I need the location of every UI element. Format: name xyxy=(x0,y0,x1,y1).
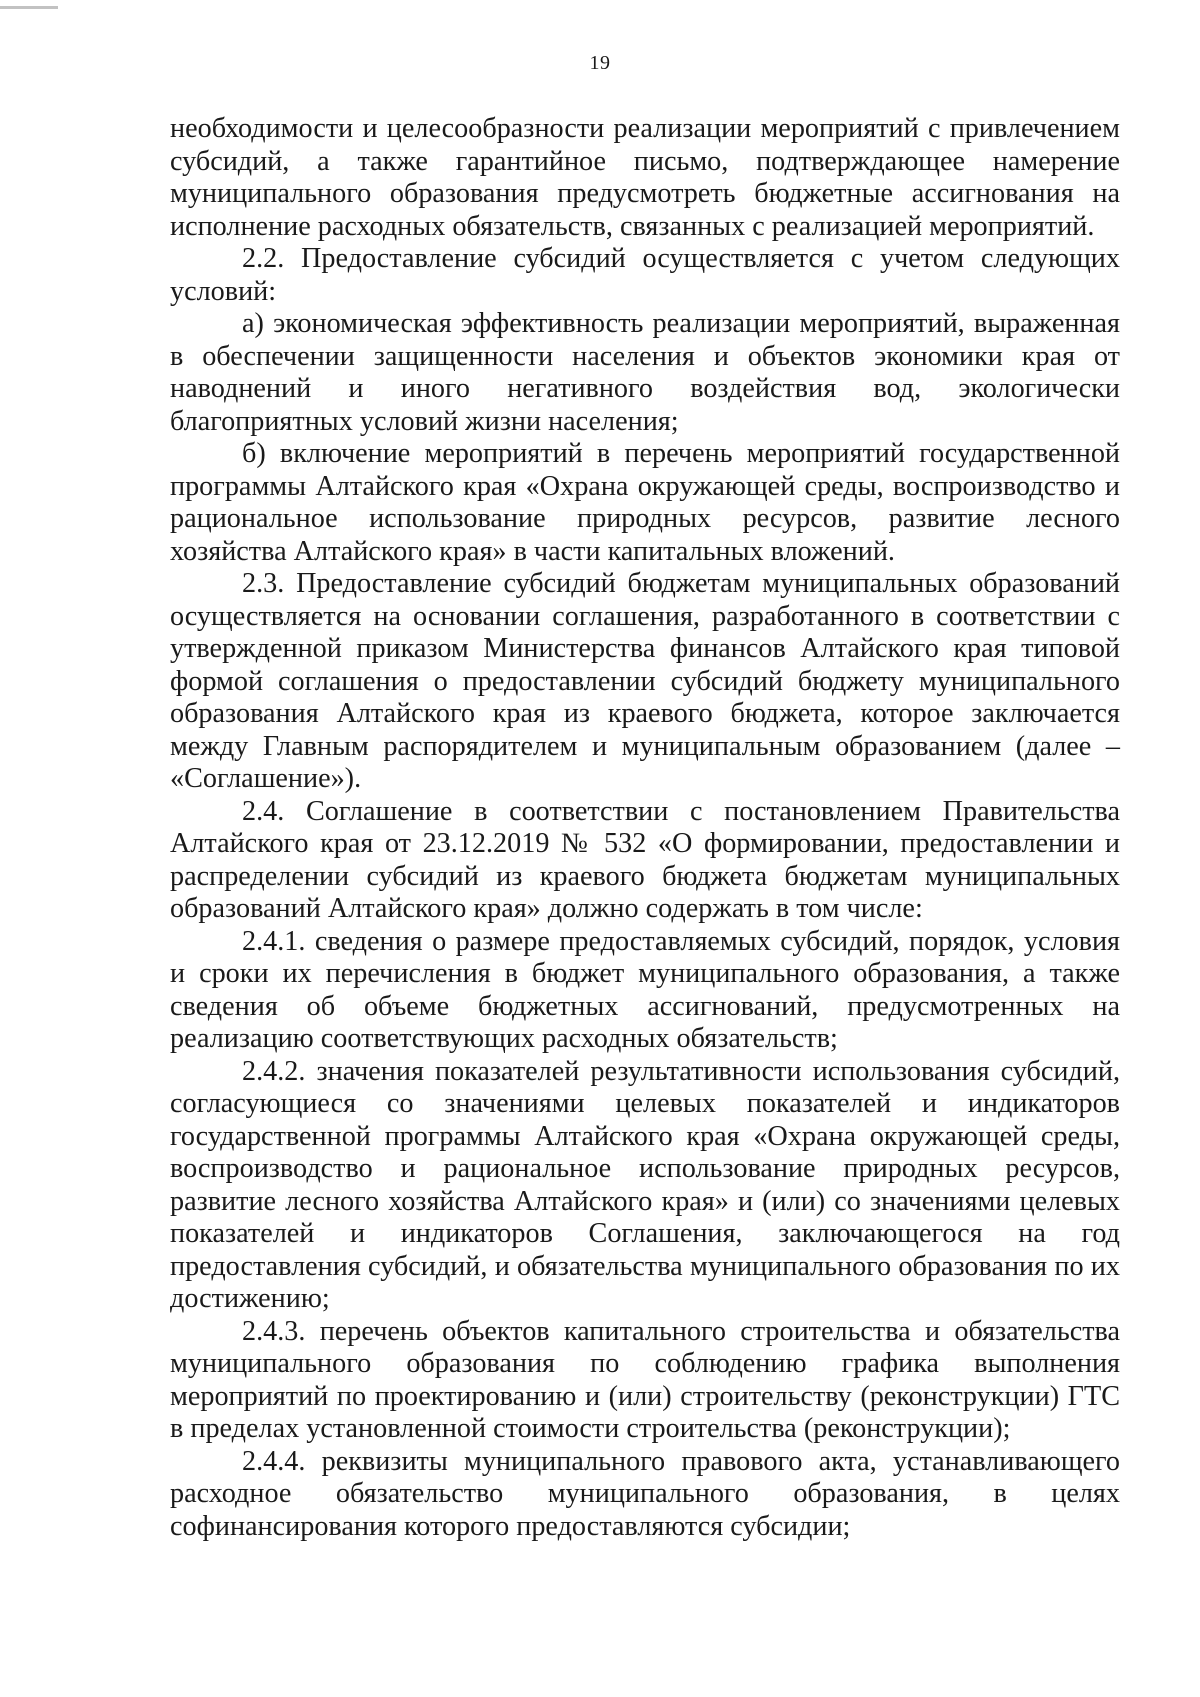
paragraph-2-4-1: 2.4.1. сведения о размере предоставляемых субсидий, порядок, условия и сроки их перечисления в бюджет муниципального образования, а также сведения об объеме бюджетных ассигнований, предусмотренных на реализацию соответствующих расходных обязательств; xyxy=(170,925,1120,1054)
paragraph-2-2: 2.2. Предоставление субсидий осуществляется с учетом следующих условий: xyxy=(170,243,1120,307)
paragraph-2-3: 2.3. Предоставление субсидий бюджетам муниципальных образований осуществляется на основании соглашения, разработанного в соответствии с утвержденной приказом Министерства финансов Алтайского края типовой формой соглашения о предоставлении субсидий бюджету муниципального образования Алтайского края из краевого бюджета, которое заключается между Главным распорядителем и муниципальным образованием (далее – «Соглашение»). xyxy=(170,568,1120,794)
scan-artifact-mark xyxy=(0,6,58,9)
paragraph-2-4-2: 2.4.2. значения показателей результативности использования субсидий, согласующиеся со значениями целевых показателей и индикаторов государственной программы Алтайского края «Охрана окружающей среды, воспроизводство и рациональное использование природных ресурсов, развитие лесного хозяйства Алтайского края» и (или) со значениями целевых показателей и индикаторов Соглашения, заключающегося на год предоставления субсидий, и обязательства муниципального образования по их достижению; xyxy=(170,1055,1120,1314)
paragraph-2-4-4: 2.4.4. реквизиты муниципального правового акта, устанавливающего расходное обязательство муниципального образования, в целях софинансирования которого предоставляются субсидии; xyxy=(170,1445,1120,1542)
document-body xyxy=(170,113,1120,1543)
paragraph-2-4-3: 2.4.3. перечень объектов капитального строительства и обязательства муниципального образования по соблюдению графика выполнения мероприятий по проектированию и (или) строительству (реконструкции) ГТС в пределах установленной стоимости строительства (реконструкции); xyxy=(170,1315,1120,1444)
paragraph-continuation: необходимости и целесообразности реализации мероприятий с привлечением субсидий, а также гарантийное письмо, подтверждающее намерение муниципального образования предусмотреть бюджетные ассигнования на исполнение расходных обязательств, связанных с реализацией мероприятий. xyxy=(170,113,1120,242)
paragraph-2-4: 2.4. Соглашение в соответствии с постановлением Правительства Алтайского края от 23.12.2019 № 532 «О формировании, предоставлении и распределении субсидий из краевого бюджета бюджетам муниципальных образований Алтайского края» должно содержать в том числе: xyxy=(170,795,1120,924)
page-number: 19 xyxy=(589,52,611,74)
paragraph-2-2-b: б) включение мероприятий в перечень мероприятий государственной программы Алтайского края «Охрана окружающей среды, воспроизводство и рациональное использование природных ресурсов, развитие лесного хозяйства Алтайского края» в части капитальных вложений. xyxy=(170,438,1120,567)
paragraph-2-2-a: а) экономическая эффективность реализации мероприятий, выраженная в обеспечении защищенности населения и объектов экономики края от наводнений и иного негативного воздействия вод, экологически благоприятных условий жизни населения; xyxy=(170,308,1120,437)
